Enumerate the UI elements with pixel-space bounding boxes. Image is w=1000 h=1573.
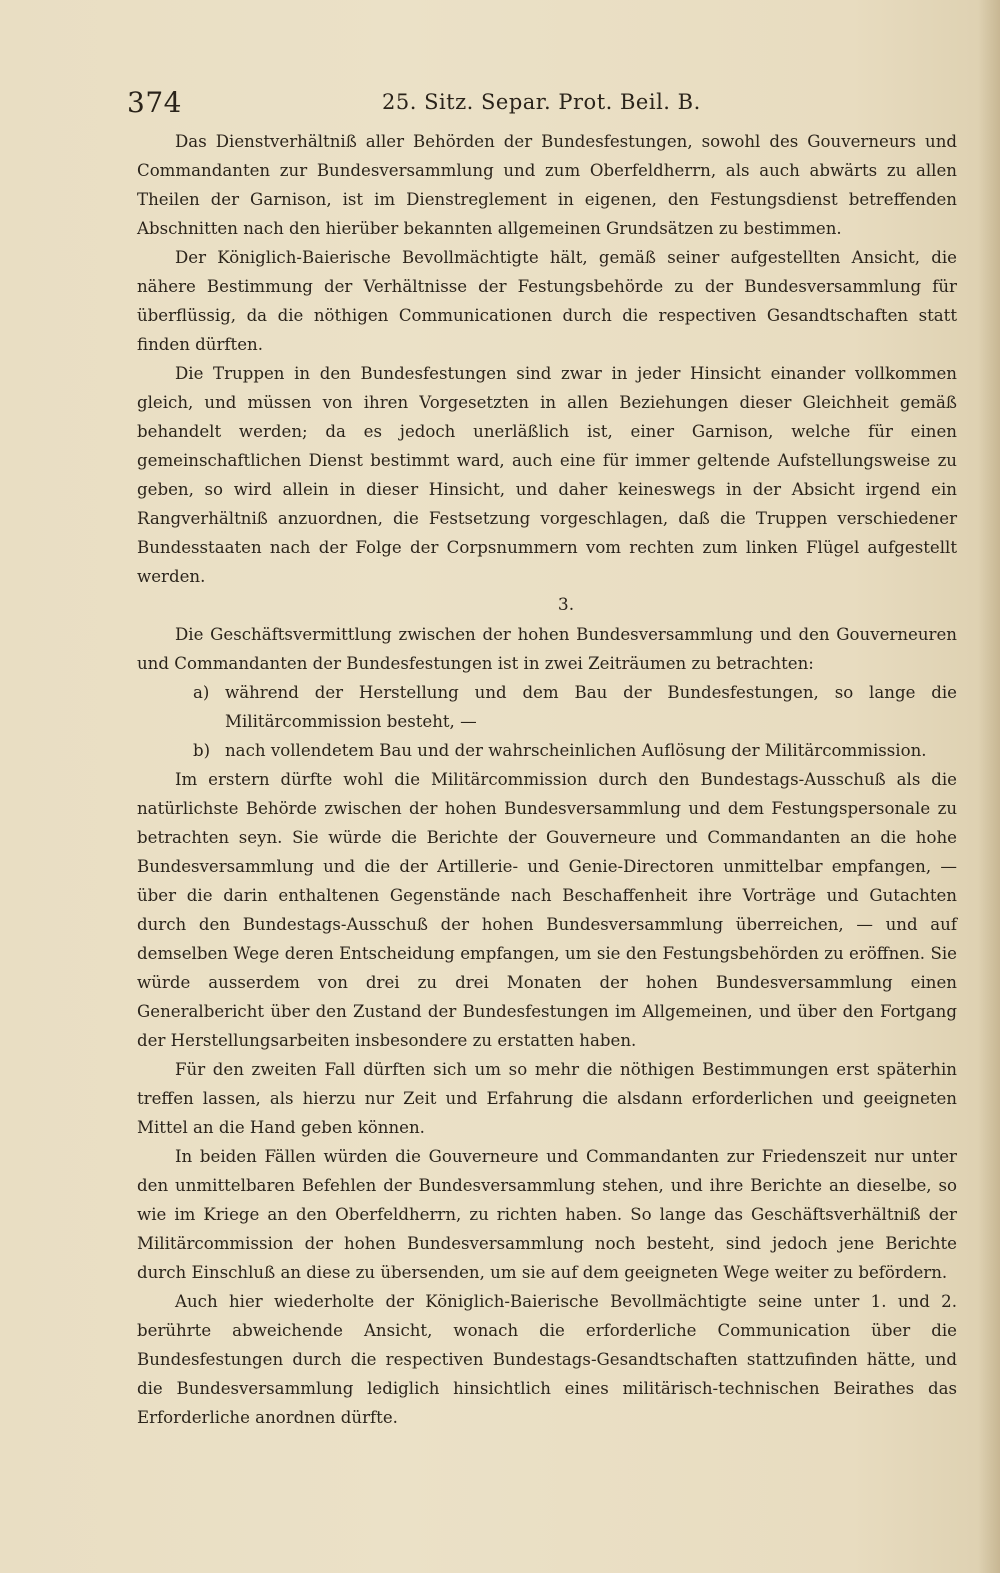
list-marker: b) [193,741,211,760]
paragraph: Der Königlich-Baierische Bevollmächtigte hält, gemäß seiner aufgestellten Ansicht, die nähere Bestimmung der Verhältnisse der Festungsbehörde zu der Bundesversammlung für überflüssig, da die nöthigen Communicationen durch die respectiven Gesandtschaften statt finden dürften. [137,248,957,354]
paragraph: Auch hier wiederholte der Königlich-Baierische Bevollmächtigte seine unter 1. und 2. berührte abweichende Ansicht, wonach die erforderliche Communication über die Bundesfestungen durch die respectiven Bundestags-Gesandtschaften stattzufinden hätte, und die Bundesversammlung lediglich hinsichtlich eines militärisch-technischen Beirathes das Erforderliche anordnen dürfte. [137,1292,957,1427]
list-text: während der Herstellung und dem Bau der Bundesfestungen, so lange die Militärcommission besteht, — [225,683,957,731]
paragraph: Im erstern dürfte wohl die Militärcommission durch den Bundestags-Ausschuß als die natürlichste Behörde zwischen der hohen Bundesversammlung und dem Festungspersonale zu betrachten seyn. Sie würde die Berichte der Gouverneure und Commandanten an die hohe Bundesversammlung und die der Artillerie- und Genie-Directoren unmittelbar empfangen, — über die darin enthaltenen Gegenstände nach Beschaffenheit ihre Vorträge und Gutachten durch den Bundestags-Ausschuß der hohen Bundesversammlung überreichen, — und auf demselben Wege deren Entscheidung empfangen, um sie den Festungsbehörden zu eröffnen. Sie würde ausserdem von drei zu drei Monaten der hohen Bundesversammlung einen Generalbericht über den Zustand der Bundesfestungen im Allgemeinen, und über den Fortgang der Herstellungsarbeiten insbesondere zu erstatten haben. [137,770,957,1050]
list-item [193,736,957,765]
paragraph: Die Truppen in den Bundesfestungen sind zwar in jeder Hinsicht einander vollkommen gleich, und müssen von ihren Vorgesetzten in allen Beziehungen dieser Gleichheit gemäß behandelt werden; da es jedoch unerläßlich ist, einer Garnison, welche für einen gemeinschaftlichen Dienst bestimmt ward, auch eine für immer geltende Aufstellungsweise zu geben, so wird allein in dieser Hinsicht, und daher keineswegs in der Absicht irgend ein Rangverhältniß anzuordnen, die Festsetzung vorgeschlagen, daß die Truppen verschiedener Bundesstaaten nach der Folge der Corpsnummern vom rechten zum linken Flügel aufgestellt werden. [137,364,957,586]
body-text [137,127,957,1432]
paragraph: In beiden Fällen würden die Gouverneure und Commandanten zur Friedenszeit nur unter den unmittelbaren Befehlen der Bundesversammlung stehen, und ihre Berichte an dieselbe, so wie im Kriege an den Oberfeldherrn, zu richten haben. So lange das Geschäftsverhältniß der Militärcommission der hohen Bundesversammlung noch besteht, sind jedoch jene Berichte durch Einschluß an diese zu übersenden, um sie auf dem geeigneten Wege weiter zu befördern. [137,1147,957,1282]
running-head: 25. Sitz. Separ. Prot. Beil. B. [382,90,701,114]
paragraph: Die Geschäftsvermittlung zwischen der hohen Bundesversammlung und den Gouverneuren und Commandanten der Bundesfestungen ist in zwei Zeiträumen zu betrachten: [137,625,957,673]
page-edge-shadow [978,0,1000,1573]
list-item [193,678,957,736]
section-number: 3. [557,595,575,615]
paragraph: Das Dienstverhältniß aller Behörden der Bundesfestungen, sowohl des Gouverneurs und Commandanten zur Bundesversammlung und zum Oberfeldherrn, als auch abwärts zu allen Theilen der Garnison, ist im Dienstreglement in eigenen, den Festungsdienst betreffenden Abschnitten nach den hierüber bekannten allgemeinen Grundsätzen zu bestimmen. [137,132,957,238]
list-text: nach vollendetem Bau und der wahrscheinlichen Auflösung der Militärcommission. [225,741,927,760]
paragraph: Für den zweiten Fall dürften sich um so mehr die nöthigen Bestimmungen erst späterhin treffen lassen, als hierzu nur Zeit und Erfahrung die alsdann erforderlichen und geeigneten Mittel an die Hand geben können. [137,1060,957,1137]
page-number: 374 [127,86,182,119]
list-marker: a) [193,683,210,702]
page-header [127,86,947,122]
